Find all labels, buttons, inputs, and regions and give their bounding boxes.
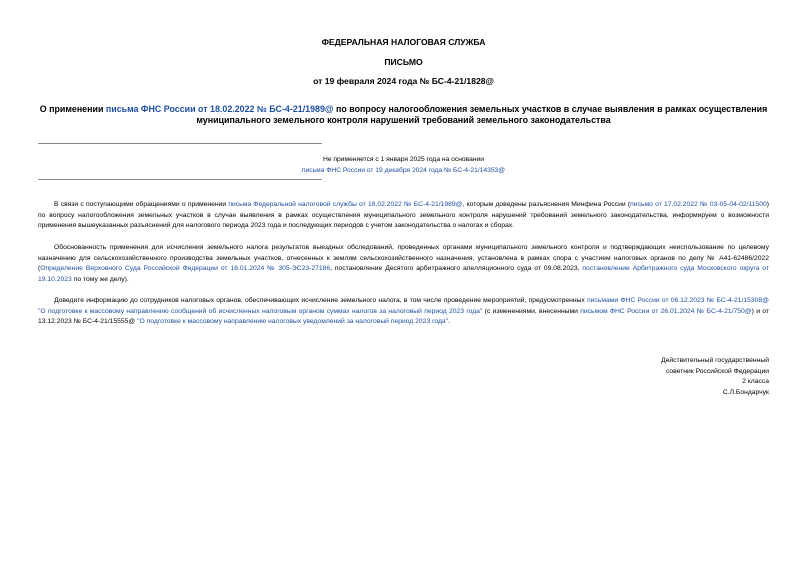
notice-text: Не применяется с 1 января 2025 года на основании <box>322 156 485 163</box>
paragraph-3 <box>38 296 769 328</box>
document-date-number: от 19 февраля 2024 года № БС-4-21/1828@ <box>313 76 494 86</box>
p2-text-3: по тому же делу). <box>71 275 129 283</box>
divider-bottom <box>38 179 322 180</box>
p3-letters-link[interactable]: письмами ФНС России от 06.12.2023 № БС-4-21/15308@ "О подготовке к массовому направлению сообщений об исчисленных налоговым органом суммах налогов за налоговый период 2023 года" <box>38 297 770 315</box>
p3-text-4: . <box>448 318 450 325</box>
paragraph-2 <box>38 243 769 285</box>
p3-tax-notices-letter-link[interactable]: "О подготовке к массовому направлению налоговых уведомлений за налоговый период 2023 года" <box>137 318 449 325</box>
p1-text-2: , которым доведены разъяснения Минфина России ( <box>462 201 631 208</box>
p2-moscow-district-court-link[interactable]: постановление Арбитражного суда Московского округа от 19.10.2023 <box>38 265 770 283</box>
p3-text-1: Доведите информацию до сотрудников налоговых органов, обеспечивающих исчисление земельного налога, в том числе проведение мероприятий, предусмотренных <box>54 297 587 304</box>
p1-minfin-letter-link[interactable]: письмо от 17.02.2022 № 03-05-04-02/11500 <box>630 201 767 208</box>
signature-block <box>661 356 769 398</box>
signer-rank-line-2: советник Российской Федерации <box>665 367 769 375</box>
notice-letter-link[interactable]: письма ФНС России от 19 декабря 2024 года № БС-4-21/14353@ <box>301 167 506 174</box>
p1-text-1: В связи с поступающими обращениями о применении <box>54 201 229 208</box>
title-suffix: по вопросу налогообложения земельных участков в случае выявления в рамках осуществления муниципального земельного контроля нарушений требований земельного законодательства <box>196 104 768 125</box>
p3-text-2: (с изменениями, внесенными <box>482 307 581 315</box>
p3-amendment-letter-link[interactable]: письмом ФНС России от 26.01.2024 № БС-4-21/750@ <box>580 307 752 315</box>
p2-text-1: Обоснованность применения для исчисления земельного налога результатов выездных обследований, проведенных органами муниципального земельного контроля и подтверждающих неиспользование по целевому назначению для сельскохозяйственного производства земельных участков, отнесенных к землям сельскохозяйственного назначения, установлена в рамках спора с участием налоговых органов по делу № А41-62486/2022 ( <box>38 244 769 272</box>
signer-rank-line-1: Действительный государственный <box>661 357 769 364</box>
applicability-notice <box>250 154 557 176</box>
title-referenced-letter-link[interactable]: письма ФНС России от 18.02.2022 № БС-4-21/1989@ <box>105 104 334 114</box>
paragraph-1 <box>38 200 769 232</box>
signer-rank-class: 2 класса <box>742 378 769 385</box>
p2-supreme-court-ruling-link[interactable]: Определение Верховного Суда Российской Федерации от 16.01.2024 № 305-ЭС23-27186 <box>40 265 331 272</box>
divider-top <box>38 143 322 144</box>
p3-text-3: ) и от 13.12.2023 № БС-4-21/15555@ <box>38 307 769 325</box>
document-type: ПИСЬМО <box>384 57 423 67</box>
p2-text-2: , постановление Десятого арбитражного апелляционного суда от 09.08.2023, <box>330 265 583 272</box>
document-title <box>38 104 769 126</box>
title-prefix: О применении <box>39 104 106 114</box>
signer-name: С.Л.Бондарчук <box>722 388 769 396</box>
agency-name: ФЕДЕРАЛЬНАЯ НАЛОГОВАЯ СЛУЖБА <box>321 37 486 47</box>
p1-fns-letter-link[interactable]: письма Федеральной налоговой службы от 18.02.2022 № БС-4-21/1989@ <box>228 201 463 208</box>
p1-text-3: ) по вопросу налогообложения земельных участков в случае выявления в рамках осуществления муниципального земельного контроля нарушений требований земельного законодательства, информируем о возможности применения вышеуказанных разъяснений для налогового периода 2023 года и последующих периодов с учетом законодательства о налогах и сборах. <box>38 201 769 229</box>
